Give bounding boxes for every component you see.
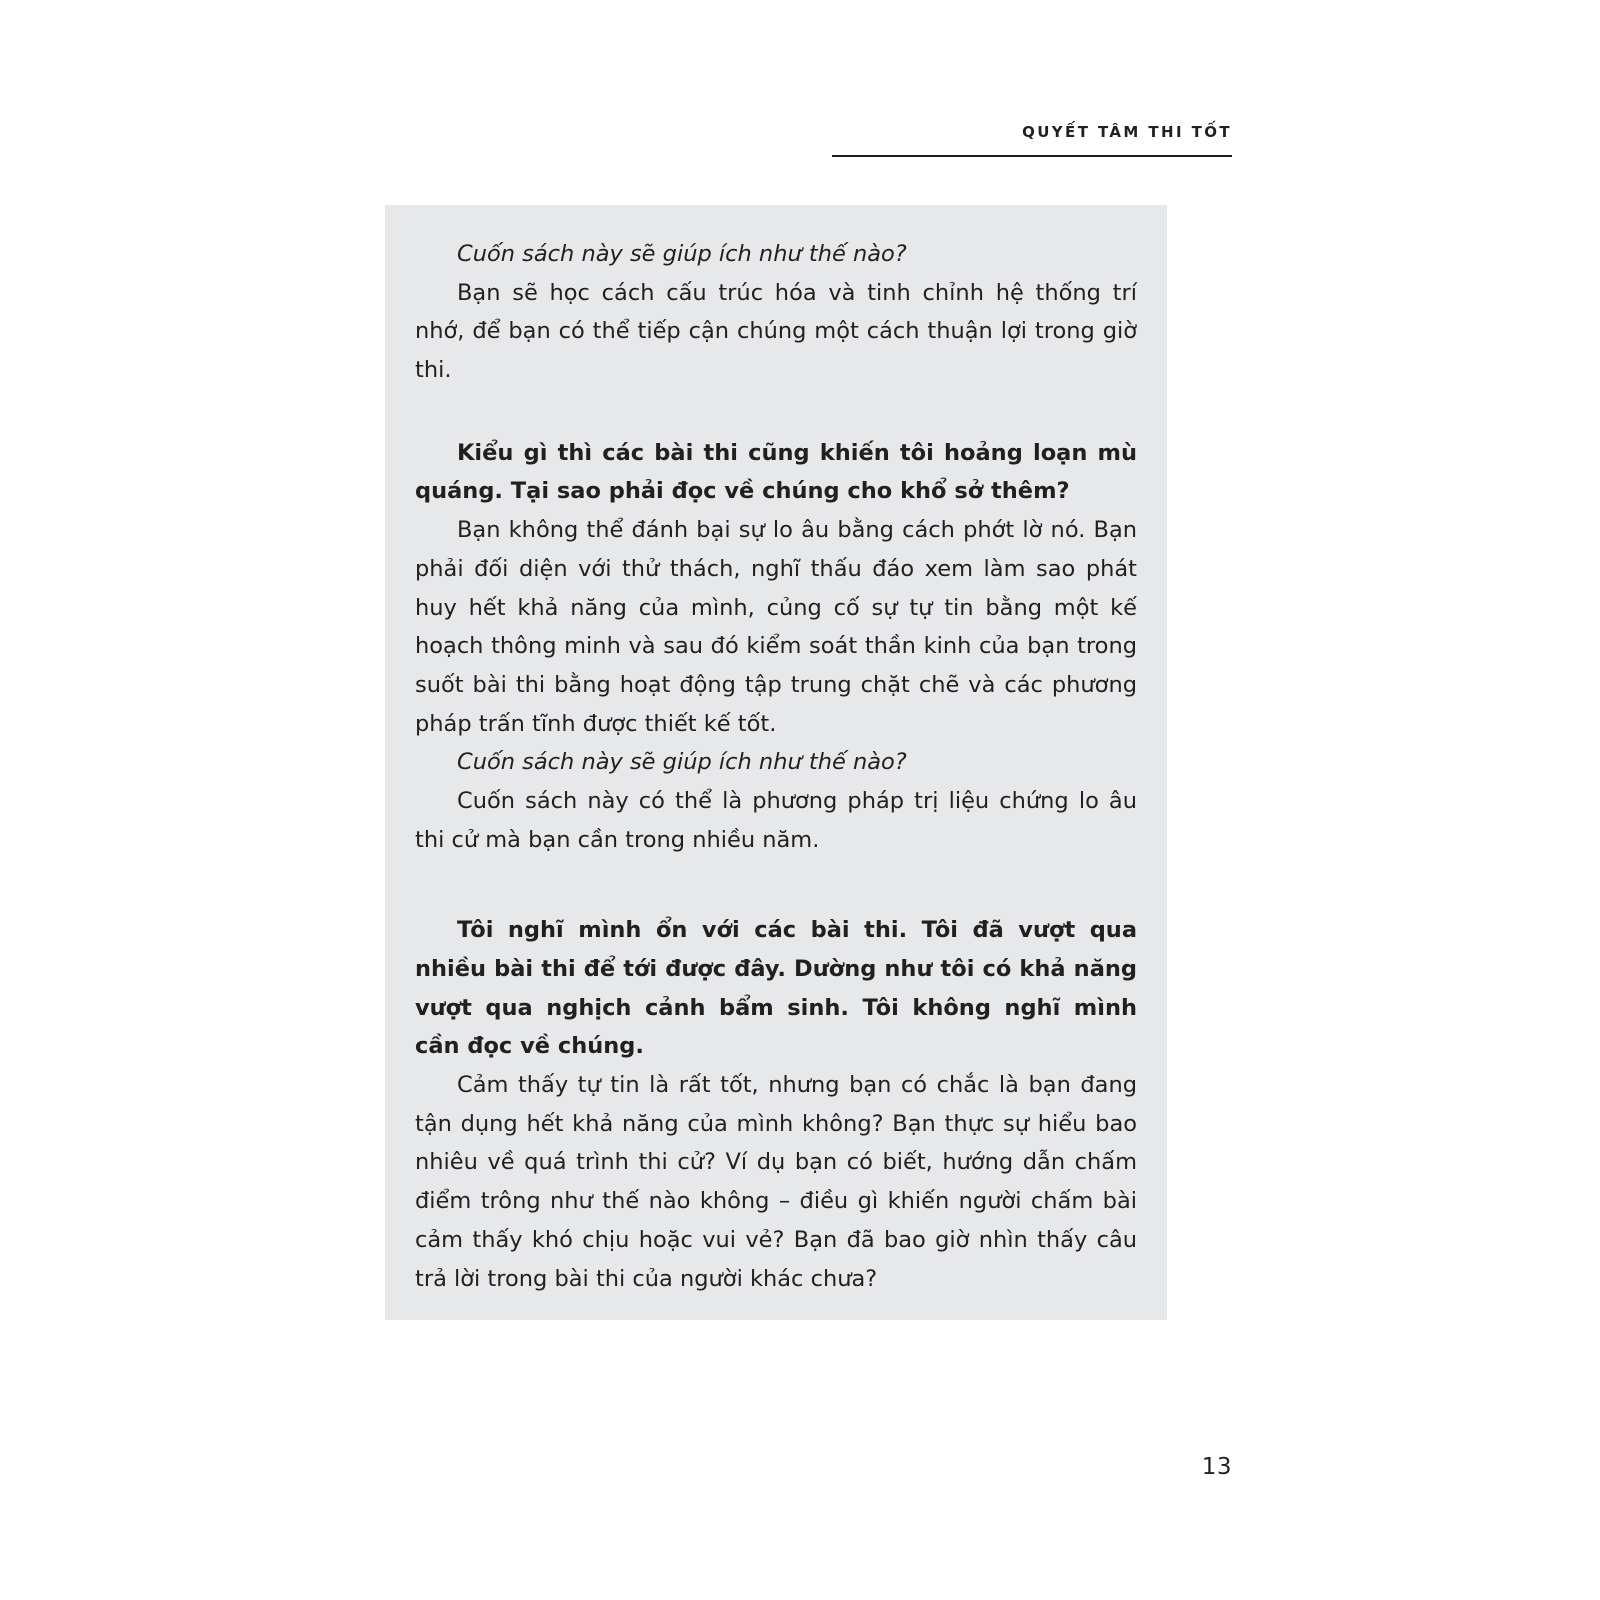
question-1: Cuốn sách này sẽ giúp ích như thế nào? — [457, 241, 907, 267]
question-3: Cuốn sách này sẽ giúp ích như thế nào? — [457, 749, 907, 776]
running-head — [832, 122, 1232, 157]
answer-3: Cuốn sách này có thể là phương pháp trị liệu chứng lo âu thi cử mà bạn cần trong nhiều năm. — [415, 787, 1137, 853]
answer-1: Bạn sẽ học cách cấu trúc hóa và tinh chỉnh hệ thống trí nhớ, để bạn có thể tiếp cận chúng một cách thuận lợi trong giờ thi. — [415, 279, 1137, 384]
shaded-text-block — [385, 205, 1167, 1320]
paragraph-spacer — [415, 859, 1137, 911]
running-head-text: QUYẾT TÂM THI TỐT — [1022, 123, 1232, 141]
page-number: 13 — [1201, 1454, 1232, 1480]
question-4: Tôi nghĩ mình ổn với các bài thi. Tôi đã vượt qua nhiều bài thi để tới được đây. Dường như tôi có khả năng vượt qua nghịch cảnh bẩm sinh. Tôi không nghĩ mình cần đọc về chúng. — [415, 917, 1137, 1060]
answer-4: Cảm thấy tự tin là rất tốt, nhưng bạn có chắc là bạn đang tận dụng hết khả năng của mình không? Bạn thực sự hiểu bao nhiêu về quá trình thi cử? Ví dụ bạn có biết, hướng dẫn chấm điểm trông như thế nào không – điều gì khiến người chấm bài cảm thấy khó chịu hoặc vui vẻ? Bạn đã bao giờ nhìn thấy câu trả lời trong bài thi của người khác chưa? — [415, 1072, 1137, 1292]
paragraph-spacer — [415, 390, 1137, 434]
question-2: Kiểu gì thì các bài thi cũng khiến tôi hoảng loạn mù quáng. Tại sao phải đọc về chúng cho khổ sở thêm? — [415, 439, 1137, 505]
answer-2: Bạn không thể đánh bại sự lo âu bằng cách phớt lờ nó. Bạn phải đối diện với thử thách, nghĩ thấu đáo xem làm sao phát huy hết khả năng của mình, củng cố sự tự tin bằng một kế hoạch thông minh và sau đó kiểm soát thần kinh của bạn trong suốt bài thi bằng hoạt động tập trung chặt chẽ và các phương pháp trấn tĩnh được thiết kế tốt. — [415, 517, 1137, 737]
text-column — [415, 235, 1137, 1298]
